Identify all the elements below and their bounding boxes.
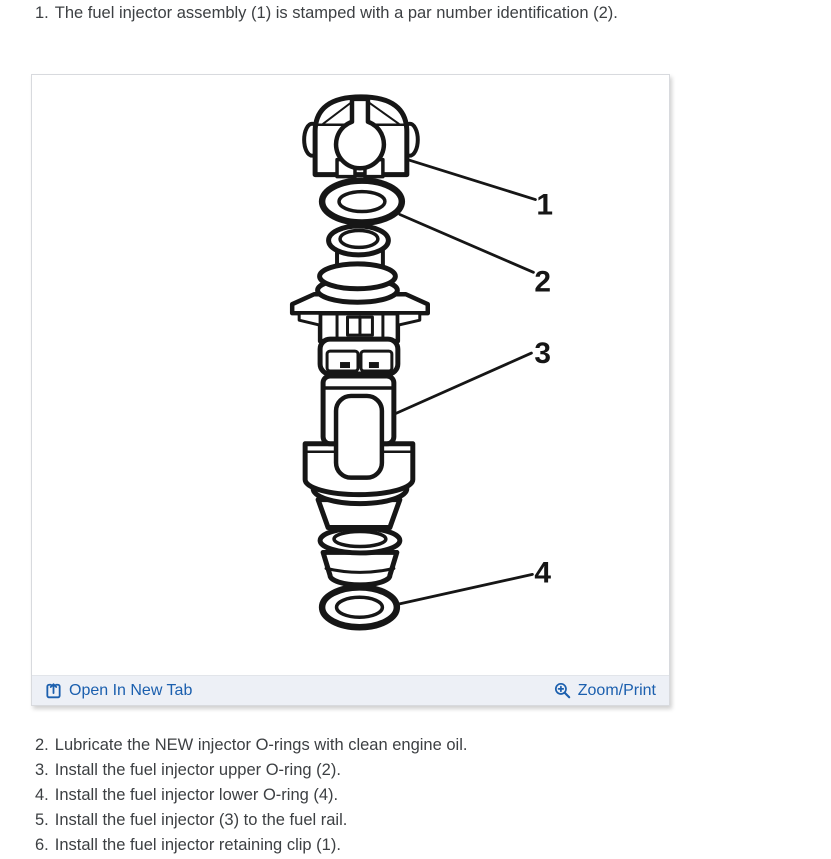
callout-lines	[395, 160, 536, 605]
step-row	[35, 808, 467, 833]
step-number: 5.	[35, 811, 49, 829]
step-number: 2.	[35, 736, 49, 754]
callout-label-1: 1	[536, 188, 554, 222]
figure-panel	[31, 74, 670, 706]
intro-instruction	[35, 1, 618, 26]
callout-line-4	[398, 574, 533, 604]
fuel-injector-diagram	[32, 75, 669, 675]
retaining-clip-drawing	[304, 97, 418, 177]
open-in-new-tab-label: Open In New Tab	[69, 681, 193, 699]
zoom-print-label: Zoom/Print	[577, 681, 656, 699]
step-text: Install the fuel injector upper O-ring (2).	[54, 761, 341, 779]
callout-label-2: 2	[534, 265, 552, 299]
injector-collar-rings-drawing	[318, 226, 398, 302]
step-row	[35, 758, 467, 783]
zoom-print-link[interactable]	[554, 682, 656, 700]
step-text: Install the fuel injector lower O-ring (4).	[54, 786, 339, 804]
open-in-new-tab-icon	[45, 682, 62, 699]
step-number: 4.	[35, 786, 49, 804]
callout-label-4: 4	[534, 556, 552, 590]
callout-line-1	[408, 160, 536, 200]
open-in-new-tab-link[interactable]	[45, 682, 192, 700]
step-number: 3.	[35, 761, 49, 779]
callout-line-3	[395, 353, 532, 414]
lower-o-ring-drawing	[322, 587, 397, 627]
step-text: Install the fuel injector (3) to the fuel rail.	[54, 811, 348, 829]
step-number: 1.	[35, 4, 49, 22]
step-row	[35, 833, 467, 858]
upper-o-ring-drawing	[322, 181, 402, 223]
step-text: The fuel injector assembly (1) is stamped with a par number identification (2).	[54, 4, 618, 22]
figure-toolbar	[32, 675, 669, 705]
step-row	[35, 783, 467, 808]
step-number: 6.	[35, 836, 49, 854]
instruction-steps	[35, 733, 467, 858]
step-row	[35, 733, 467, 758]
injector-connector-drawing	[320, 339, 398, 374]
step-text: Lubricate the NEW injector O-rings with clean engine oil.	[54, 736, 468, 754]
callout-label-3: 3	[534, 337, 552, 371]
callout-line-2	[400, 215, 534, 273]
zoom-plus-icon	[554, 682, 571, 699]
step-text: Install the fuel injector retaining clip (1).	[54, 836, 341, 854]
